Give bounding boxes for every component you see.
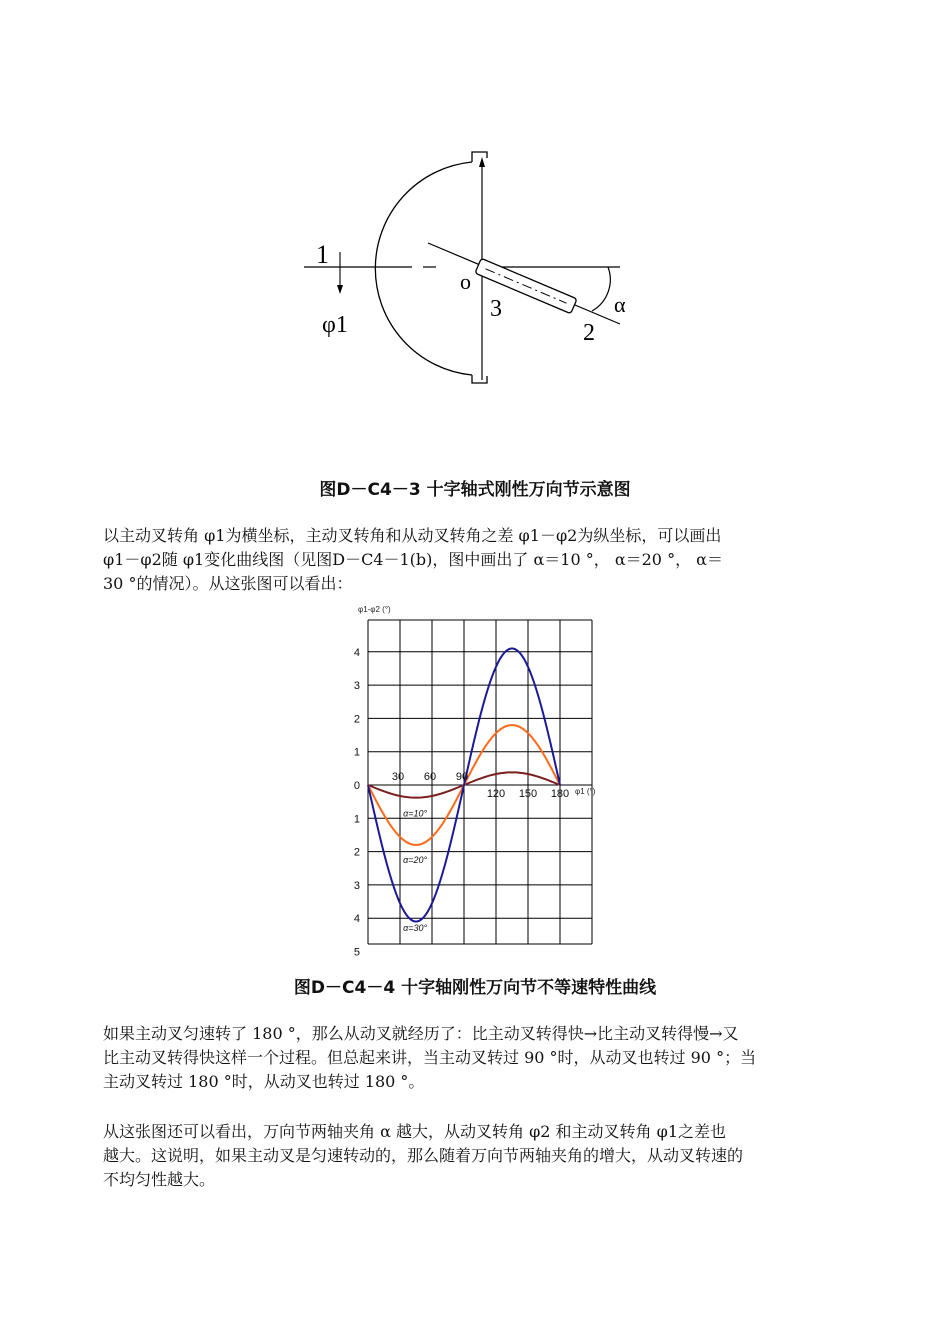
nonuniform-speed-chart bbox=[330, 600, 620, 960]
chart-xlabel: φ1 (°) bbox=[575, 787, 596, 796]
y-tick-label: 2 bbox=[353, 713, 360, 726]
alpha-arc bbox=[592, 267, 610, 311]
label-shaft1: 1 bbox=[316, 240, 329, 269]
label-cross: 3 bbox=[490, 296, 502, 322]
paragraph-2 bbox=[103, 1022, 855, 1094]
chart-ylabel: φ1-φ2 (°) bbox=[358, 605, 391, 614]
phi1-arrow-head bbox=[337, 285, 343, 294]
paragraph-1 bbox=[103, 524, 855, 596]
paragraph-1-line-1: 以主动叉转角 φ1为横坐标，主动叉转角和从动叉转角之差 φ1－φ2为纵坐标，可以画出 bbox=[103, 526, 722, 545]
y-tick-label: 5 bbox=[353, 946, 360, 959]
y-tick-label: 0 bbox=[353, 780, 360, 792]
x-tick-label: 60 bbox=[423, 771, 437, 783]
bottom-bracket bbox=[472, 375, 487, 383]
top-bracket bbox=[472, 152, 487, 162]
series-label-2: α=20° bbox=[403, 854, 428, 865]
x-tick-label: 90 bbox=[455, 771, 469, 783]
x-tick-label: 120 bbox=[486, 788, 506, 800]
vertical-arrow-head bbox=[479, 157, 485, 167]
paragraph-3 bbox=[103, 1120, 855, 1192]
y-tick-label: 2 bbox=[353, 846, 360, 859]
series-label-3: α=30° bbox=[403, 923, 428, 934]
label-phi1: φ1 bbox=[322, 312, 348, 338]
label-shaft2: 2 bbox=[583, 320, 595, 346]
y-tick-label: 4 bbox=[353, 646, 360, 659]
y-tick-label: 1 bbox=[353, 813, 360, 826]
paragraph-3-line-3: 不均匀性越大。 bbox=[103, 1170, 216, 1189]
y-tick-label: 3 bbox=[353, 879, 360, 892]
yoke-arc bbox=[375, 162, 472, 375]
x-tick-label: 30 bbox=[391, 771, 405, 783]
paragraph-1-line-2: φ1－φ2随 φ1变化曲线图（见图D－C4－1(b)，图中画出了 α＝10 °， α＝20 °， α＝ bbox=[103, 550, 723, 569]
y-tick-label: 3 bbox=[353, 680, 360, 693]
paragraph-3-line-1: 从这张图还可以看出，万向节两轴夹角 α 越大，从动叉转角 φ2 和主动叉转角 φ1之差也 bbox=[103, 1122, 727, 1141]
paragraph-3-line-2: 越大。这说明，如果主动叉是匀速转动的，那么随着万向节两轴夹角的增大，从动叉转速的 bbox=[103, 1146, 744, 1165]
label-origin: o bbox=[460, 269, 471, 294]
paragraph-1-line-3: 30 °的情况）。从这张图可以看出： bbox=[103, 574, 353, 593]
label-alpha: α bbox=[614, 292, 626, 317]
figure1-caption: 图D－C4－3 十字轴式刚性万向节示意图 bbox=[319, 480, 631, 500]
series-label-1: α=10° bbox=[403, 808, 428, 819]
figure2-caption: 图D－C4－4 十字轴刚性万向节不等速特性曲线 bbox=[293, 978, 657, 998]
x-tick-label: 180 bbox=[550, 788, 570, 800]
paragraph-2-line-1: 如果主动叉匀速转了 180 °，那么从动叉就经历了：比主动叉转得快→比主动叉转得慢→又 bbox=[103, 1024, 739, 1043]
y-tick-label: 1 bbox=[353, 746, 360, 759]
x-tick-label: 150 bbox=[518, 788, 538, 800]
universal-joint-diagram bbox=[290, 140, 630, 390]
paragraph-2-line-2: 比主动叉转得快这样一个过程。但总起来讲，当主动叉转过 90 °时，从动叉也转过 90 °；当 bbox=[103, 1048, 757, 1067]
y-tick-label: 4 bbox=[353, 913, 360, 926]
paragraph-2-line-3: 主动叉转过 180 °时，从动叉也转过 180 °。 bbox=[103, 1072, 425, 1091]
